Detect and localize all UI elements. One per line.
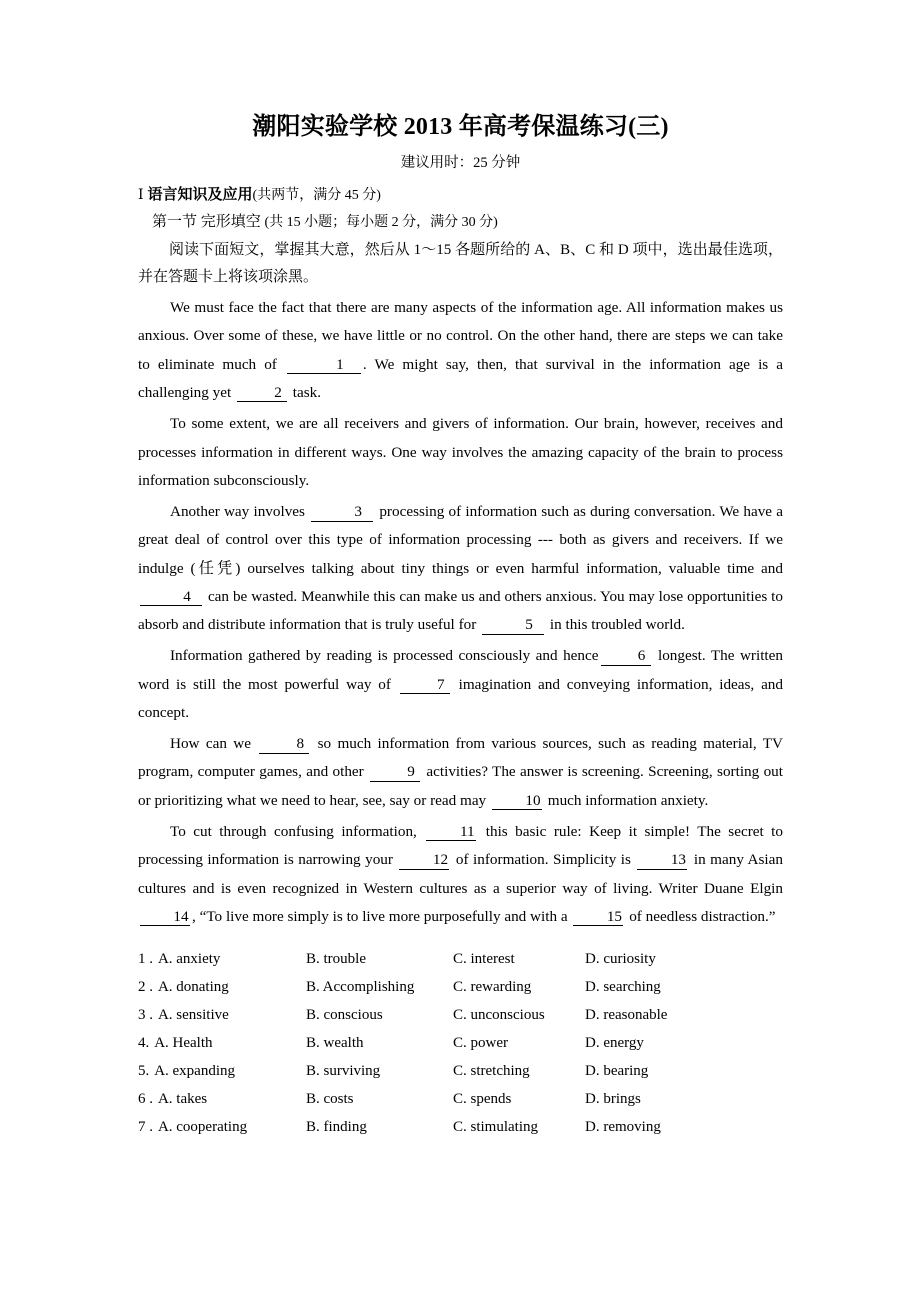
passage-paragraph (138, 407, 783, 495)
section-roman-numeral: Ⅰ (138, 187, 144, 203)
answer-blank-14[interactable]: 14 (140, 908, 190, 926)
option-choice-d[interactable] (585, 1092, 705, 1107)
answer-blank-6[interactable]: 6 (601, 647, 651, 665)
option-label-c: C. stimulating (453, 1118, 539, 1135)
passage-text: To some extent, we are all receivers and givers of information. Our brain, however, receives and processes information in different ways. One way involves the amazing capacity of the brain to process information subconsciously. (138, 415, 783, 489)
option-label-a: A. donating (157, 978, 229, 995)
option-row (138, 1029, 783, 1057)
option-row (138, 1113, 783, 1141)
passage-paragraph (138, 291, 783, 407)
option-label-b: B. conscious (306, 1006, 383, 1023)
passage-text: can be wasted. Meanwhile this can make us and others anxious. You may lose opportunities to absorb and distribute information that is truly useful for (138, 587, 783, 634)
answer-blank-1[interactable]: 1 (287, 356, 361, 374)
passage-text: of needless distraction.” (625, 907, 776, 925)
option-label-c: C. unconscious (453, 1006, 545, 1023)
option-number: 4. (138, 1034, 150, 1051)
option-choice-a[interactable] (138, 1120, 306, 1135)
option-label-d: D. energy (585, 1034, 644, 1051)
passage-text: To cut through confusing information, (170, 823, 425, 840)
subsection-note: (共 15 小题；每小题 2 分，满分 30 分) (264, 214, 498, 230)
option-choice-b[interactable] (306, 952, 453, 967)
passage-text: task. (289, 384, 322, 402)
option-choice-c[interactable] (453, 1036, 585, 1051)
passage-text: Another way involves (170, 503, 310, 521)
section-heading (138, 173, 783, 206)
section-note: (共两节，满分 45 分) (252, 187, 381, 203)
suggested-time-subtitle: 建议用时：25 分钟 (400, 155, 521, 171)
option-label-c: C. stretching (453, 1062, 530, 1079)
option-label-c: C. rewarding (453, 978, 532, 995)
page-title: 潮阳实验学校 2013 年高考保温练习(三) (252, 114, 669, 140)
passage-text: so much information from various sources, such as reading material, TV program, computer games, and other (138, 735, 783, 781)
option-label-b: B. trouble (306, 950, 366, 967)
option-row (138, 1001, 783, 1029)
passage-body (138, 291, 783, 931)
option-number: 6 . (138, 1090, 153, 1107)
passage-text: much information anxiety. (543, 791, 709, 809)
passage-text: of information. Simplicity is (451, 851, 636, 869)
section-name: 语言知识及应用 (147, 186, 253, 203)
option-label-c: C. power (453, 1034, 508, 1051)
option-number: 5. (138, 1062, 150, 1079)
passage-paragraph (138, 815, 783, 931)
answer-blank-9[interactable]: 9 (370, 763, 420, 781)
option-choice-b[interactable] (306, 1064, 453, 1079)
passage-text: this basic rule: Keep it simple! The secret to processing information is narrowing your (138, 823, 783, 869)
option-choice-b[interactable] (306, 1036, 453, 1051)
option-label-b: B. surviving (306, 1062, 381, 1079)
answer-blank-4[interactable]: 4 (140, 588, 202, 606)
option-choice-a[interactable] (138, 1064, 306, 1079)
option-number: 7 . (138, 1118, 153, 1135)
passage-text: longest. The written word is still the most powerful way of (138, 647, 783, 693)
passage-text: We must face the fact that there are many aspects of the information age. All information makes us anxious. Over some of these, we have little or no control. On the other hand, there are steps we can take to eliminate much of (138, 299, 783, 373)
option-choice-d[interactable] (585, 980, 705, 995)
passage-text: , “To live more simply is to live more purposefully and with a (192, 907, 572, 925)
option-choice-d[interactable] (585, 952, 705, 967)
option-label-a: A. takes (157, 1090, 208, 1107)
answer-blank-15[interactable]: 15 (573, 908, 623, 926)
answer-blank-3[interactable]: 3 (311, 503, 373, 521)
option-label-a: A. expanding (154, 1062, 236, 1079)
passage-text: Information gathered by reading is processed consciously and hence (170, 647, 599, 665)
option-label-a: A. Health (154, 1034, 213, 1051)
option-choice-b[interactable] (306, 1120, 453, 1135)
option-choice-c[interactable] (453, 1120, 585, 1135)
option-label-a: A. cooperating (157, 1118, 248, 1135)
option-label-d: D. reasonable (585, 1006, 668, 1023)
reading-instruction: 阅读下面短文，掌握其大意，然后从 1～15 各题所给的 A、B、C 和 D 项中，选出最佳选项，并在答题卡上将该项涂黑。 (138, 241, 783, 285)
answer-blank-10[interactable]: 10 (492, 792, 542, 810)
option-choice-d[interactable] (585, 1008, 705, 1023)
passage-text: in this troubled world. (546, 616, 685, 634)
option-number: 2 . (138, 978, 153, 995)
option-choice-d[interactable] (585, 1064, 705, 1079)
option-choice-a[interactable] (138, 952, 306, 967)
option-label-b: B. finding (306, 1118, 367, 1135)
passage-paragraph (138, 727, 783, 815)
options-list (138, 931, 783, 1141)
option-row (138, 1085, 783, 1113)
answer-blank-13[interactable]: 13 (637, 851, 687, 869)
passage-paragraph (138, 639, 783, 727)
option-choice-c[interactable] (453, 1064, 585, 1079)
passage-text: processing of information such as during conversation. We have a great deal of control over this type of information processing --- both as givers and receivers. If we indulge (任凭) ourselves talking about tiny things or even harmful information, valuable time and (138, 503, 783, 577)
option-choice-c[interactable] (453, 1008, 585, 1023)
option-row (138, 973, 783, 1001)
option-choice-d[interactable] (585, 1120, 705, 1135)
answer-blank-8[interactable]: 8 (259, 735, 309, 753)
option-label-c: C. interest (453, 950, 515, 967)
passage-text: . We might say, then, that survival in the information age is a challenging yet (138, 355, 783, 402)
option-label-d: D. bearing (585, 1062, 649, 1079)
answer-blank-5[interactable]: 5 (482, 616, 544, 634)
passage-text: activities? The answer is screening. Screening, sorting out or prioritizing what we need to hear, see, say or read may (138, 763, 783, 809)
option-choice-a[interactable] (138, 1036, 306, 1051)
answer-blank-12[interactable]: 12 (399, 851, 449, 869)
option-choice-b[interactable] (306, 1092, 453, 1107)
answer-blank-11[interactable]: 11 (426, 823, 476, 841)
subsection-heading (138, 206, 783, 233)
option-label-b: B. Accomplishing (306, 978, 415, 995)
option-number: 1 . (138, 950, 153, 967)
option-row (138, 1057, 783, 1085)
option-choice-a[interactable] (138, 980, 306, 995)
document-content (138, 0, 783, 1141)
option-label-d: D. removing (585, 1118, 661, 1135)
option-label-b: B. wealth (306, 1034, 364, 1051)
option-choice-c[interactable] (453, 952, 585, 967)
option-label-c: C. spends (453, 1090, 512, 1107)
option-label-b: B. costs (306, 1090, 354, 1107)
option-choice-a[interactable] (138, 1092, 306, 1107)
option-choice-c[interactable] (453, 980, 585, 995)
passage-text: How can we (170, 735, 258, 753)
option-label-a: A. sensitive (157, 1006, 229, 1023)
option-label-d: D. searching (585, 978, 661, 995)
passage-text: in many Asian cultures and is even recognized in Western cultures as a superior way of living. Writer Duane Elgin (138, 851, 783, 897)
passage-text: imagination and conveying information, ideas, and concept. (138, 675, 783, 721)
option-label-a: A. anxiety (157, 950, 221, 967)
option-label-d: D. curiosity (585, 950, 656, 967)
subsection-name: 第一节 完形填空 (152, 213, 261, 230)
option-choice-d[interactable] (585, 1036, 705, 1051)
option-choice-b[interactable] (306, 1008, 453, 1023)
option-choice-c[interactable] (453, 1092, 585, 1107)
option-label-d: D. brings (585, 1090, 641, 1107)
option-number: 3 . (138, 1006, 153, 1023)
option-choice-b[interactable] (306, 980, 453, 995)
passage-paragraph (138, 495, 783, 639)
answer-blank-7[interactable]: 7 (400, 676, 450, 694)
option-row (138, 945, 783, 973)
answer-blank-2[interactable]: 2 (237, 384, 287, 402)
option-choice-a[interactable] (138, 1008, 306, 1023)
